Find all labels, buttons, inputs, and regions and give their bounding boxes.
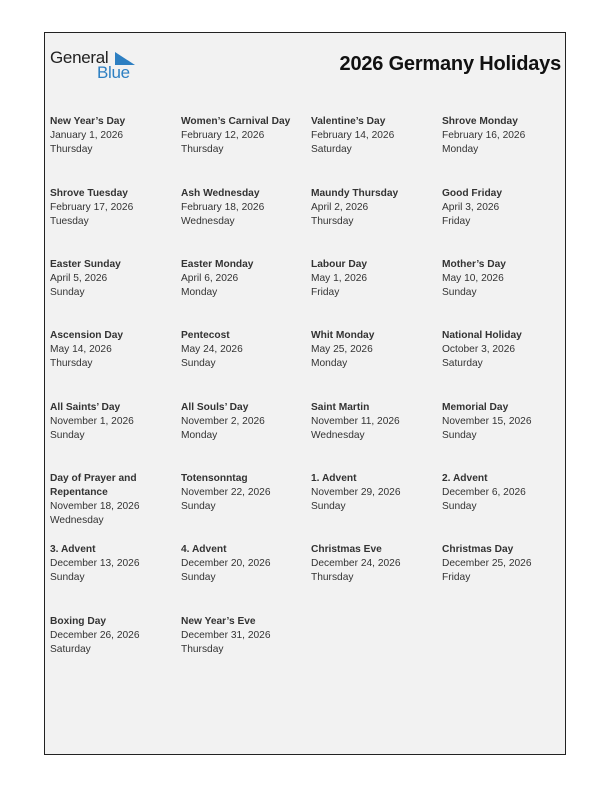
holiday-weekday: Monday xyxy=(442,144,479,155)
holiday-name: Day of Prayer and Repentance xyxy=(50,473,137,498)
holiday-date: December 20, 2026 xyxy=(181,558,271,569)
holiday-date: December 13, 2026 xyxy=(50,558,140,569)
holiday-entry xyxy=(50,472,176,528)
brand-logo xyxy=(50,49,140,83)
holiday-weekday: Thursday xyxy=(181,644,224,655)
holiday-name: Christmas Eve xyxy=(311,544,382,555)
holiday-name: Memorial Day xyxy=(442,402,509,413)
holiday-name: All Saints’ Day xyxy=(50,402,121,413)
holiday-date: May 25, 2026 xyxy=(311,344,373,355)
holiday-weekday: Sunday xyxy=(50,572,85,583)
holiday-entry xyxy=(442,401,568,443)
holiday-entry xyxy=(50,187,176,229)
holiday-weekday: Sunday xyxy=(181,501,216,512)
holiday-weekday: Sunday xyxy=(442,430,477,441)
holiday-date: December 26, 2026 xyxy=(50,630,140,641)
holiday-name: Boxing Day xyxy=(50,616,107,627)
holiday-date: November 2, 2026 xyxy=(181,416,265,427)
holiday-name: Whit Monday xyxy=(311,330,375,341)
holiday-weekday: Thursday xyxy=(311,572,354,583)
holiday-weekday: Sunday xyxy=(181,572,216,583)
holiday-date: November 22, 2026 xyxy=(181,487,271,498)
holiday-name: Valentine’s Day xyxy=(311,116,386,127)
holiday-name: Easter Monday xyxy=(181,259,254,270)
holiday-entry xyxy=(442,258,568,300)
holiday-entry xyxy=(442,543,568,585)
holiday-date: December 6, 2026 xyxy=(442,487,526,498)
holiday-entry xyxy=(50,329,176,371)
holiday-date: May 24, 2026 xyxy=(181,344,243,355)
holiday-name: Maundy Thursday xyxy=(311,188,399,199)
holiday-entry xyxy=(311,401,437,443)
page-title: 2026 Germany Holidays xyxy=(339,53,561,75)
holiday-entry xyxy=(442,115,568,157)
holiday-date: May 10, 2026 xyxy=(442,273,504,284)
holiday-weekday: Sunday xyxy=(442,287,477,298)
holiday-weekday: Sunday xyxy=(50,287,85,298)
holiday-name: Totensonntag xyxy=(181,473,248,484)
holiday-entry xyxy=(442,187,568,229)
holiday-date: February 18, 2026 xyxy=(181,202,265,213)
holiday-name: 4. Advent xyxy=(181,544,227,555)
holiday-name: Ascension Day xyxy=(50,330,124,341)
holiday-entry xyxy=(442,329,568,371)
holiday-date: November 11, 2026 xyxy=(311,416,400,427)
holiday-name: Women’s Carnival Day xyxy=(181,116,291,127)
holiday-weekday: Thursday xyxy=(50,358,93,369)
holiday-entry xyxy=(311,543,437,585)
holiday-date: April 6, 2026 xyxy=(181,273,239,284)
holiday-name: Pentecost xyxy=(181,330,230,341)
holiday-weekday: Sunday xyxy=(181,358,216,369)
holiday-weekday: Saturday xyxy=(311,144,352,155)
holiday-entry xyxy=(181,543,307,585)
holiday-name: Mother’s Day xyxy=(442,259,506,270)
holiday-weekday: Monday xyxy=(181,430,218,441)
holiday-weekday: Wednesday xyxy=(50,515,104,526)
holiday-entry xyxy=(50,258,176,300)
holiday-weekday: Tuesday xyxy=(50,216,89,227)
holiday-entry xyxy=(181,329,307,371)
holiday-date: February 16, 2026 xyxy=(442,130,526,141)
holiday-entry xyxy=(442,472,568,514)
holiday-date: December 31, 2026 xyxy=(181,630,271,641)
holiday-name: Labour Day xyxy=(311,259,368,270)
holiday-date: May 1, 2026 xyxy=(311,273,368,284)
holiday-weekday: Thursday xyxy=(311,216,354,227)
holiday-entry xyxy=(181,187,307,229)
holiday-date: April 5, 2026 xyxy=(50,273,108,284)
holiday-name: Saint Martin xyxy=(311,402,370,413)
brand-name-blue: Blue xyxy=(97,63,130,82)
page-header xyxy=(45,33,565,97)
holiday-weekday: Sunday xyxy=(50,430,85,441)
holiday-name: Christmas Day xyxy=(442,544,514,555)
holiday-entry xyxy=(181,472,307,514)
holiday-weekday: Friday xyxy=(311,287,340,298)
holiday-entry xyxy=(50,615,176,657)
holiday-date: October 3, 2026 xyxy=(442,344,516,355)
holiday-weekday: Sunday xyxy=(442,501,477,512)
holiday-entry xyxy=(311,258,437,300)
holiday-name: Easter Sunday xyxy=(50,259,121,270)
page-frame xyxy=(44,32,566,755)
holiday-entry xyxy=(50,115,176,157)
holiday-weekday: Friday xyxy=(442,572,471,583)
holiday-date: November 18, 2026 xyxy=(50,501,140,512)
holiday-entry xyxy=(311,472,437,514)
holiday-date: February 12, 2026 xyxy=(181,130,265,141)
holiday-name: New Year’s Day xyxy=(50,116,126,127)
holiday-name: Ash Wednesday xyxy=(181,188,260,199)
holiday-weekday: Thursday xyxy=(181,144,224,155)
holiday-name: 3. Advent xyxy=(50,544,96,555)
holiday-weekday: Monday xyxy=(181,287,218,298)
holiday-name: 1. Advent xyxy=(311,473,357,484)
holiday-weekday: Wednesday xyxy=(311,430,365,441)
holiday-entry xyxy=(311,187,437,229)
holiday-entry xyxy=(181,258,307,300)
holiday-weekday: Friday xyxy=(442,216,471,227)
holiday-entry xyxy=(311,329,437,371)
holiday-name: All Souls’ Day xyxy=(181,402,249,413)
holiday-date: November 29, 2026 xyxy=(311,487,401,498)
holiday-date: February 14, 2026 xyxy=(311,130,395,141)
holiday-date: May 14, 2026 xyxy=(50,344,112,355)
holiday-entry xyxy=(181,401,307,443)
holiday-date: February 17, 2026 xyxy=(50,202,134,213)
holiday-weekday: Monday xyxy=(311,358,348,369)
holiday-entry xyxy=(181,115,307,157)
holiday-date: April 3, 2026 xyxy=(442,202,500,213)
brand-name-general: General xyxy=(50,48,109,67)
holiday-name: New Year’s Eve xyxy=(181,616,256,627)
holiday-weekday: Wednesday xyxy=(181,216,235,227)
holiday-date: November 15, 2026 xyxy=(442,416,532,427)
holiday-name: Shrove Tuesday xyxy=(50,188,128,199)
holiday-entry xyxy=(181,615,307,657)
holiday-date: November 1, 2026 xyxy=(50,416,134,427)
holiday-entry xyxy=(50,401,176,443)
holiday-date: December 25, 2026 xyxy=(442,558,532,569)
holiday-name: Shrove Monday xyxy=(442,116,518,127)
holiday-weekday: Saturday xyxy=(442,358,483,369)
holiday-entry xyxy=(311,115,437,157)
holiday-date: January 1, 2026 xyxy=(50,130,124,141)
holiday-weekday: Saturday xyxy=(50,644,91,655)
holiday-name: Good Friday xyxy=(442,188,502,199)
holiday-name: 2. Advent xyxy=(442,473,488,484)
holiday-weekday: Thursday xyxy=(50,144,93,155)
holiday-date: December 24, 2026 xyxy=(311,558,401,569)
holiday-entry xyxy=(50,543,176,585)
holiday-date: April 2, 2026 xyxy=(311,202,369,213)
holiday-name: National Holiday xyxy=(442,330,522,341)
holiday-weekday: Sunday xyxy=(311,501,346,512)
